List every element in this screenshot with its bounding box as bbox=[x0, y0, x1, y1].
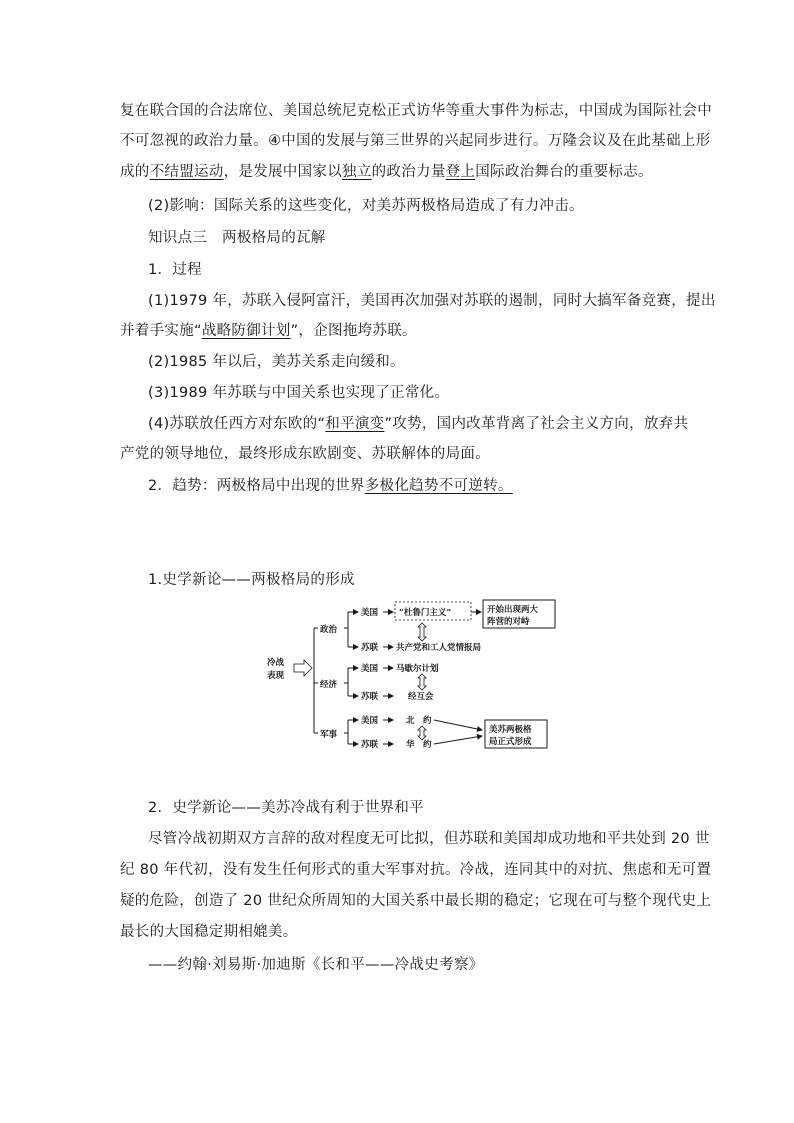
hollow-arrow-icon bbox=[294, 660, 312, 676]
underlined-term: 战略防御计划 bbox=[201, 323, 291, 339]
quote-line: 尽管冷战初期双方言辞的敌对程度无可比拟，但苏联和美国却成功地和平共处到 20 世 bbox=[148, 831, 710, 847]
double-arrow-icon bbox=[418, 674, 426, 690]
quote-line: 纪 80 年代初，没有发生任何形式的重大军事对抗。冷战，连同其中的对抗、焦虑和无可置 bbox=[120, 862, 712, 878]
process-item: 产党的领导地位，最终形成东欧剧变、苏联解体的局面。 bbox=[120, 446, 490, 462]
text-span: (4)苏联放任西方对东欧的“ bbox=[148, 416, 326, 432]
diagram-root-label: 冷战 bbox=[267, 658, 285, 668]
paragraph-line: 复在联合国的合法席位、美国总统尼克松正式访华等重大事件为标志，中国成为国际社会中 bbox=[120, 103, 712, 119]
diagram-result: 开始出现两大 bbox=[487, 605, 539, 615]
quote-line: 疑的危险，创造了 20 世纪众所周知的大国关系中最长期的稳定；它现在可与整个现代史上 bbox=[120, 893, 712, 909]
paragraph-line: 不可忽视的政治力量。④中国的发展与第三世界的兴起同步进行。万隆会议及在此基础上形 bbox=[120, 133, 711, 149]
text-span: ”攻势，国内改革背离了社会主义方向，放弃共 bbox=[384, 416, 689, 432]
quote-source: ——约翰·刘易斯·加迪斯《长和平——冷战史考察》 bbox=[148, 957, 484, 973]
diagram-result: 阵营的对峙 bbox=[487, 617, 530, 627]
underlined-term: 多极化趋势不可逆转。 bbox=[364, 478, 513, 494]
process-item: (2)1985 年以后，美苏关系走向缓和。 bbox=[148, 354, 405, 370]
diagram-country: 苏联 bbox=[361, 692, 379, 702]
double-arrow-icon bbox=[418, 623, 426, 641]
diagram-country: 苏联 bbox=[361, 643, 379, 653]
diagram-category: 军事 bbox=[320, 730, 338, 740]
quote-line: 最长的大国稳定期相媲美。 bbox=[120, 924, 298, 940]
process-item: (1)1979 年，苏联入侵阿富汗，美国再次加强对苏联的遏制，同时大搞军备竞赛，提出 bbox=[148, 293, 716, 309]
underlined-term: 和平演变 bbox=[325, 416, 385, 432]
diagram-node: 马歇尔计划 bbox=[396, 664, 439, 674]
underlined-term: 独立 bbox=[342, 164, 372, 180]
diagram-node: “杜鲁门主义” bbox=[399, 608, 452, 618]
process-item: (3)1989 年苏联与中国关系也实现了正常化。 bbox=[148, 385, 450, 401]
diagram-arrow bbox=[434, 736, 482, 744]
trend-line bbox=[148, 476, 513, 496]
diagram-node: 共产党和工人党情报局 bbox=[396, 643, 482, 653]
diagram-arrow bbox=[434, 720, 482, 730]
text-span: 的政治力量 bbox=[371, 164, 446, 180]
text-span: 成的 bbox=[120, 164, 150, 180]
diagram-country: 美国 bbox=[361, 608, 379, 618]
diagram-category: 经济 bbox=[320, 680, 338, 690]
diagram-category: 政治 bbox=[320, 625, 338, 635]
section-title: 知识点三 两极格局的瓦解 bbox=[148, 230, 326, 246]
text-span: 2．趋势：两极格局中出现的世界 bbox=[148, 478, 365, 494]
process-item bbox=[120, 321, 417, 341]
diagram-node: 经互会 bbox=[408, 692, 434, 702]
diagram-country: 苏联 bbox=[361, 740, 379, 750]
diagram-country: 美国 bbox=[361, 664, 379, 674]
text-span: ”，企图拖垮苏联。 bbox=[290, 323, 417, 339]
text-span: ，是发展中国家以 bbox=[223, 164, 343, 180]
diagram-result: 局正式形成 bbox=[489, 737, 532, 747]
diagram-result: 美苏两极格 bbox=[489, 725, 532, 735]
double-arrow-icon bbox=[418, 726, 426, 740]
new-view-title: 2．史学新论——美苏冷战有利于世界和平 bbox=[148, 800, 424, 816]
new-view-title: 1.史学新论——两极格局的形成 bbox=[148, 572, 355, 588]
process-item bbox=[148, 414, 688, 434]
text-span: 并着手实施“ bbox=[120, 323, 202, 339]
underlined-term: 不结盟运动 bbox=[149, 164, 224, 180]
impact-line: (2)影响：国际关系的这些变化，对美苏两极格局造成了有力冲击。 bbox=[148, 198, 584, 214]
underlined-term: 登上 bbox=[445, 164, 476, 180]
cold-war-diagram bbox=[262, 598, 562, 758]
text-span: 国际政治舞台的重要标志。 bbox=[475, 164, 653, 180]
diagram-node: 华 约 bbox=[406, 740, 432, 750]
process-heading: 1．过程 bbox=[148, 262, 202, 278]
diagram-country: 美国 bbox=[361, 716, 379, 726]
diagram-root-label: 表现 bbox=[267, 671, 285, 681]
paragraph-line bbox=[120, 162, 653, 182]
diagram-node: 北 约 bbox=[406, 716, 432, 726]
